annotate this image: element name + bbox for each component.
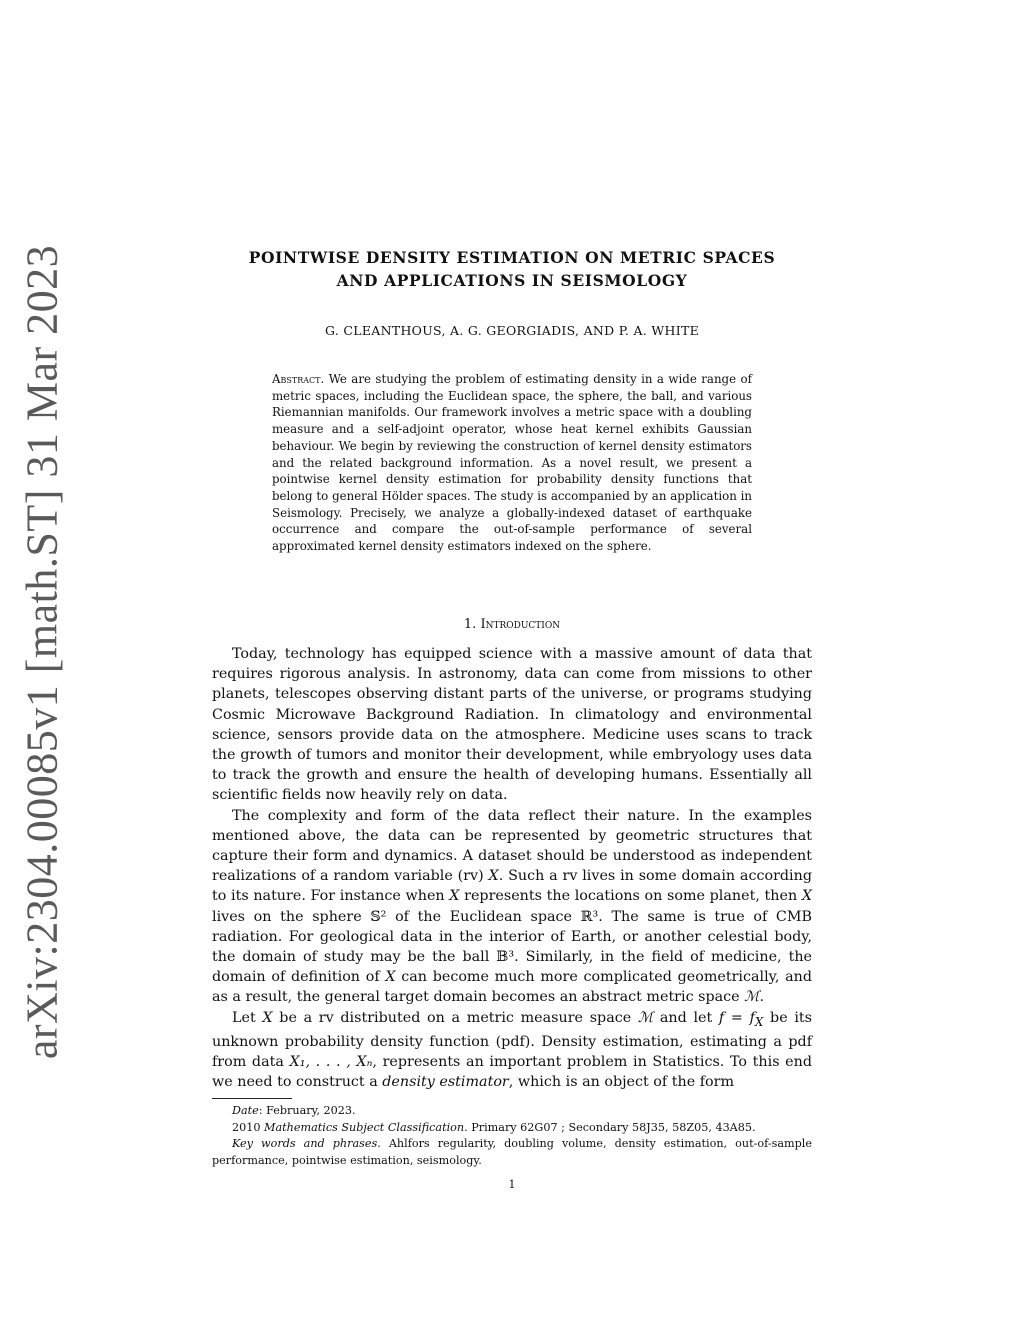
abstract-label: Abstract.	[272, 372, 325, 386]
math-ball: 𝔹³	[496, 949, 515, 966]
math-X: X	[801, 888, 812, 905]
math-X: X	[449, 888, 460, 905]
paper-title	[212, 246, 812, 292]
date-value: : February, 2023.	[258, 1104, 356, 1117]
math-f-subscript: X	[754, 1014, 764, 1029]
arxiv-identifier: arXiv:2304.00085v1 [math.ST] 31 Mar 2023	[17, 244, 67, 1060]
p2-text-h: can become much more complicated geometrically, and as a result, the general target domain becomes an abstract metric space	[212, 969, 812, 1006]
abstract	[272, 371, 752, 555]
p2-text-f: . The same is true of CMB radiation. For geological data in the interior of Earth, or another celestial body, the domain of study may be the ball	[212, 908, 812, 966]
title-line-1: POINTWISE DENSITY ESTIMATION ON METRIC SPACES	[248, 248, 776, 267]
msc-label: Mathematics Subject Classification.	[264, 1120, 468, 1134]
msc-year: 2010	[232, 1120, 265, 1134]
math-sphere: 𝕊²	[370, 908, 387, 925]
p3-text-c: and let	[653, 1009, 719, 1026]
paragraph-1-text: Today, technology has equipped science with a massive amount of data that requires rigorous analysis. In astronomy, data can come from missions to other planets, telescopes observing distant parts of the universe, or programs studying Cosmic Microwave Background Radiation. In climatology and environmental science, sensors provide data on the atmosphere. Medicine uses scans to track the growth of tumors and monitor their development, while embryology uses data to track the growth and ensure the health of developing humans. Essentially all scientific fields now heavily rely on data.	[212, 646, 812, 804]
title-line-2: AND APPLICATIONS IN SEISMOLOGY	[336, 271, 688, 290]
arxiv-sidebar	[0, 0, 80, 1325]
footnote-date	[212, 1103, 812, 1120]
math-X: X	[385, 969, 396, 986]
p3-text-a: Let	[232, 1009, 263, 1026]
math-euclidean: ℝ³	[580, 908, 599, 925]
p2-text-g: . Similarly, in the field of medicine, the domain of definition of	[212, 949, 812, 986]
paragraph-2: The complexity and form of the data reflect their nature. In the examples mentioned above, the data can be represented by geometric structures that capture their form and dynamics. A dataset should be understood as independent realizations of a random variable (rv) X. Such a rv lives in some domain according to its nature. For instance when X represents the locations on some planet, then X lives on the sphere 𝕊² of the Euclidean space ℝ³. The same is true of CMB radiation. For geological data in the interior of Earth, or another celestial body, the domain of study may be the ball 𝔹³. Similarly, in the field of medicine, the domain of definition of X can become much more complicated geometrically, and as a result, the general target domain becomes an abstract metric space ℳ.	[212, 807, 812, 1006]
math-metric-space: ℳ	[637, 1009, 654, 1026]
body-text	[212, 644, 812, 1092]
section-heading	[212, 617, 812, 632]
p3-text-f: , which is an object of the form	[508, 1074, 735, 1091]
paragraph-1	[212, 644, 812, 806]
p2-text-e: of the Euclidean space	[386, 908, 581, 925]
p2-text-a: The complexity and form of the data reflect their nature. In the examples mentioned above, the data can be represented by geometric structures that capture their form and dynamics. A dataset should be understood as independent realizations of a random variable (rv)	[212, 807, 812, 885]
math-X: X	[488, 868, 499, 885]
keywords-label: Key words and phrases.	[232, 1137, 381, 1150]
term-density-estimator: density estimator	[382, 1074, 509, 1091]
keywords-value: Ahlfors regularity, doubling volume, density estimation, out-of-sample performance, pointwise estimation, seismology.	[212, 1137, 812, 1167]
footnotes	[212, 1103, 812, 1169]
p3-text-d: be its unknown probability density function (pdf). Density estimation, estimating a pdf from data	[212, 1009, 813, 1070]
p3-text-e: , represents an important problem in Statistics. To this end we need to construct a	[212, 1053, 812, 1091]
paragraph-3	[212, 1008, 812, 1093]
math-sample: X₁, . . . , Xₙ	[289, 1053, 373, 1070]
footnote-keywords	[212, 1136, 812, 1169]
page-number: 1	[508, 1178, 516, 1191]
math-X: X	[262, 1009, 273, 1026]
p2-text-d: lives on the sphere	[212, 908, 371, 925]
p2-text-c: represents the locations on some planet, then	[459, 888, 802, 905]
math-metric-space: ℳ	[744, 989, 760, 1006]
p2-text-b: . Such a rv lives in some domain according to its nature. For instance when	[212, 868, 812, 905]
footnote-msc	[212, 1120, 812, 1137]
math-f-equals: f = f	[718, 1009, 755, 1026]
footnote-divider	[212, 1098, 292, 1099]
section-number: 1.	[463, 617, 477, 632]
date-label: Date	[232, 1104, 259, 1117]
section-title: Introduction	[480, 617, 561, 632]
author-list: G. CLEANTHOUS, A. G. GEORGIADIS, AND P. A. WHITE	[324, 323, 700, 338]
p3-text-b: be a rv distributed on a metric measure space	[272, 1009, 638, 1026]
abstract-text: We are studying the problem of estimating density in a wide range of metric spaces, including the Euclidean space, the sphere, the ball, and various Riemannian manifolds. Our framework involves a metric space with a doubling measure and a self-adjoint operator, whose heat kernel exhibits Gaussian behaviour. We begin by reviewing the construction of kernel density estimators and the related background information. As a novel result, we present a pointwise kernel density estimation for probability density functions that belong to general Hölder spaces. The study is accompanied by an application in Seismology. Precisely, we analyze a globally-indexed dataset of earthquake occurrence and compare the out-of-sample performance of several approximated kernel density estimators indexed on the sphere.	[272, 372, 753, 554]
msc-value: Primary 62G07 ; Secondary 58J35, 58Z05, 43A85.	[467, 1120, 756, 1134]
